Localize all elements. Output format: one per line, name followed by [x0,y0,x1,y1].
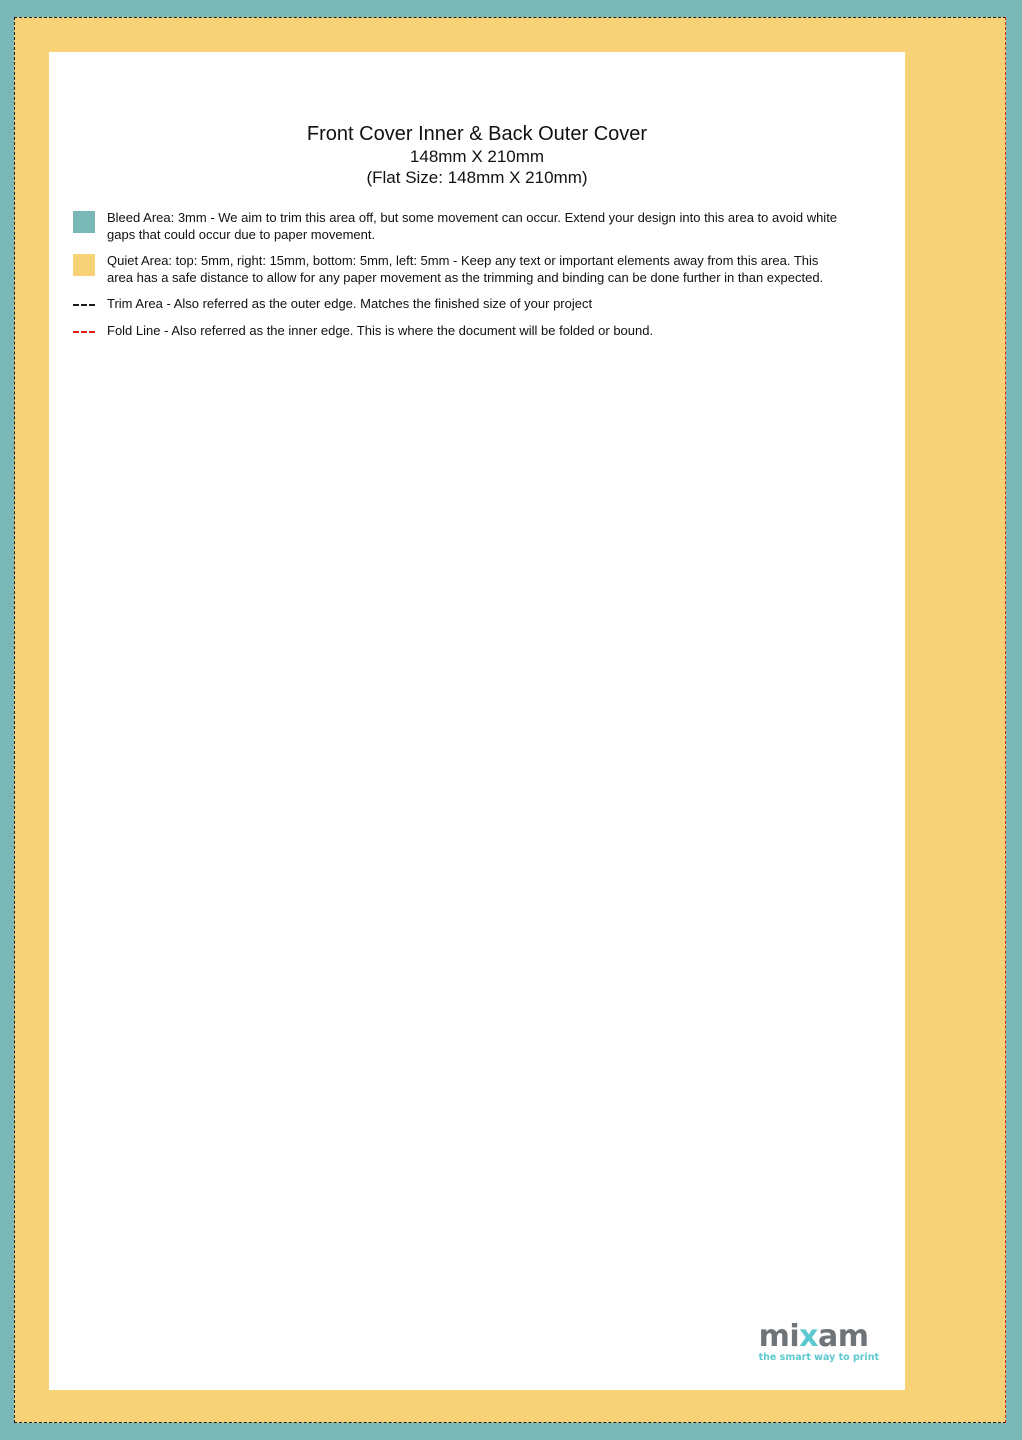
trim-dash-icon [73,304,95,306]
logo-wordmark: mixam [758,1319,869,1354]
trim-line-top [14,17,1006,18]
fold-line [1005,17,1006,1423]
safe-area-page [49,52,905,1390]
logo-tagline: the smart way to print [758,1352,879,1363]
template-size: 148mm X 210mm [409,147,545,166]
legend-quiet-text: Quiet Area: top: 5mm, right: 15mm, bottom: 5mm, left: 5mm - Keep any text or important elements away from this area. This area has a safe distance to allow for any paper movement as the trimming and binding can be done further in than expected. [107,253,824,285]
legend-trim-text: Trim Area - Also referred as the outer edge. Matches the finished size of your project [107,296,593,311]
mixam-logo [758,1319,879,1363]
trim-line-bottom [14,1422,1006,1423]
trim-line-left [14,17,15,1423]
legend-item-quiet [73,253,843,286]
fold-dash-icon [73,331,95,333]
quiet-swatch [73,254,95,276]
legend-item-trim [73,296,843,313]
template-flat-size: (Flat Size: 148mm X 210mm) [366,168,588,187]
legend [73,210,843,349]
legend-fold-text: Fold Line - Also referred as the inner edge. This is where the document will be folded or bound. [107,322,654,338]
template-heading [49,122,905,188]
bleed-swatch [73,211,95,233]
legend-item-bleed [73,210,843,243]
legend-item-fold [73,323,843,340]
legend-bleed-text: Bleed Area: 3mm - We aim to trim this area off, but some movement can occur. Extend your design into this area to avoid white gaps that could occur due to paper movement. [107,210,838,242]
template-title: Front Cover Inner & Back Outer Cover [306,123,648,145]
